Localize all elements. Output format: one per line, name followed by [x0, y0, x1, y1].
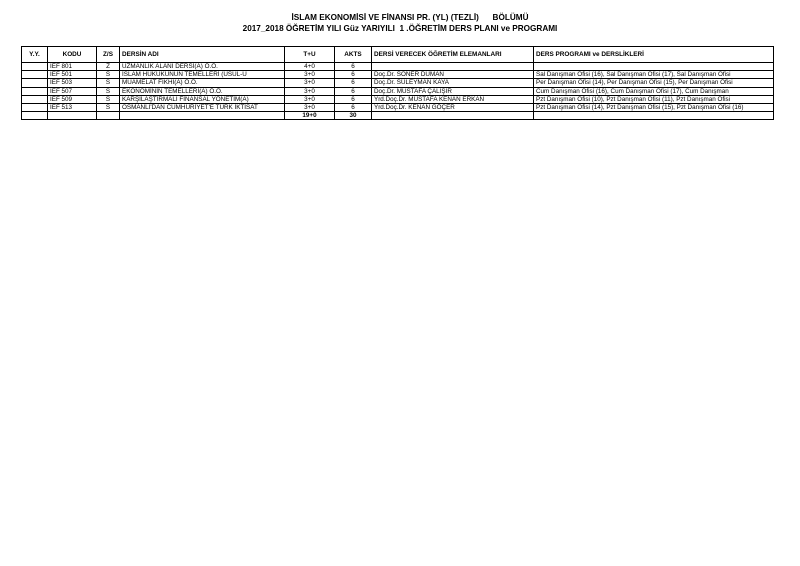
table-row — [22, 87, 774, 95]
total-tu: 19+0 — [285, 112, 335, 120]
col-header-ogretim-elemani: DERSİ VERECEK ÖĞRETİM ELEMANLARI — [372, 47, 534, 63]
cell-akts: 6 — [335, 95, 372, 103]
cell-empty — [97, 112, 120, 120]
cell-kodu: IEF 509 — [48, 95, 97, 103]
cell-ogretim-elemani: Yrd.Doç.Dr. MUSTAFA KENAN ERKAN — [372, 95, 534, 103]
cell-kodu: IEF 801 — [48, 63, 97, 71]
cell-ders-adi: KARŞILAŞTIRMALI FİNANSAL YÖNETİM(A) — [120, 95, 285, 103]
cell-program — [534, 63, 774, 71]
col-header-zs: Z/S — [97, 47, 120, 63]
cell-kodu: IEF 507 — [48, 87, 97, 95]
cell-ders-adi: OSMANLI'DAN CUMHURİYET'E TÜRK İKTİSAT — [120, 103, 285, 111]
cell-tu: 3+0 — [285, 71, 335, 79]
col-header-akts: AKTS — [335, 47, 372, 63]
cell-tu: 3+0 — [285, 95, 335, 103]
cell-zs: S — [97, 71, 120, 79]
cell-empty — [534, 112, 774, 120]
cell-empty — [22, 112, 48, 120]
cell-akts: 6 — [335, 71, 372, 79]
table-row — [22, 63, 774, 71]
col-header-tu: T+U — [285, 47, 335, 63]
cell-ogretim-elemani — [372, 63, 534, 71]
col-header-ders-adi: DERSİN ADI — [120, 47, 285, 63]
col-header-kodu: KODU — [48, 47, 97, 63]
cell-ders-adi: UZMANLIK ALANI DERSİ(A) Ö.Ö. — [120, 63, 285, 71]
cell-yy — [22, 87, 48, 95]
col-header-yy: Y.Y. — [22, 47, 48, 63]
cell-tu: 3+0 — [285, 103, 335, 111]
cell-ders-adi: MUAMELAT FIKHI(A) Ö.Ö. — [120, 79, 285, 87]
total-akts: 30 — [335, 112, 372, 120]
cell-empty — [120, 112, 285, 120]
cell-program: Cum Danışman Ofisi (16), Cum Danışman Ofisi (17), Cum Danışman — [534, 87, 774, 95]
cell-zs: S — [97, 79, 120, 87]
cell-empty — [372, 112, 534, 120]
cell-zs: Z — [97, 63, 120, 71]
cell-akts: 6 — [335, 79, 372, 87]
cell-akts: 6 — [335, 87, 372, 95]
cell-tu: 4+0 — [285, 63, 335, 71]
cell-kodu: IEF 501 — [48, 71, 97, 79]
table-row — [22, 79, 774, 87]
cell-program: Pzt Danışman Ofisi (14), Pzt Danışman Ofisi (15), Pzt Danışman Ofisi (16) — [534, 103, 774, 111]
cell-zs: S — [97, 95, 120, 103]
table-header-row — [22, 47, 774, 63]
totals-row — [22, 112, 774, 120]
cell-empty — [48, 112, 97, 120]
cell-ogretim-elemani: Doç.Dr. SONER DUMAN — [372, 71, 534, 79]
cell-akts: 6 — [335, 63, 372, 71]
cell-ogretim-elemani: Yrd.Doç.Dr. KENAN GÖÇER — [372, 103, 534, 111]
course-plan-table — [21, 46, 774, 120]
cell-kodu: IEF 513 — [48, 103, 97, 111]
cell-yy — [22, 79, 48, 87]
cell-yy — [22, 95, 48, 103]
cell-program: Sal Danışman Ofisi (16), Sal Danışman Ofisi (17), Sal Danışman Ofisi — [534, 71, 774, 79]
cell-ders-adi: EKONOMİNİN TEMELLERİ(A) Ö.Ö. — [120, 87, 285, 95]
cell-yy — [22, 71, 48, 79]
page-title: İSLAM EKONOMİSİ VE FİNANSI PR. (YL) (TEZLİ) BÖLÜMÜ — [291, 13, 529, 22]
cell-zs: S — [97, 103, 120, 111]
table-row — [22, 103, 774, 111]
cell-ogretim-elemani: Doç.Dr. SÜLEYMAN KAYA — [372, 79, 534, 87]
cell-tu: 3+0 — [285, 79, 335, 87]
cell-ders-adi: İSLAM HUKUKUNUN TEMELLERİ (USUL-U — [120, 71, 285, 79]
cell-kodu: IEF 503 — [48, 79, 97, 87]
table-row — [22, 71, 774, 79]
cell-yy — [22, 103, 48, 111]
cell-program: Per Danışman Ofisi (14), Per Danışman Ofisi (15), Per Danışman Ofisi — [534, 79, 774, 87]
col-header-program: DERS PROGRAMI ve DERSLİKLERİ — [534, 47, 774, 63]
cell-tu: 3+0 — [285, 87, 335, 95]
page-subtitle: 2017_2018 ÖĞRETİM YILI Güz YARIYILI 1 .ÖĞRETİM DERS PLANI ve PROGRAMI — [242, 24, 558, 33]
cell-ogretim-elemani: Doç.Dr. MUSTAFA ÇALIŞIR — [372, 87, 534, 95]
cell-zs: S — [97, 87, 120, 95]
cell-yy — [22, 63, 48, 71]
cell-akts: 6 — [335, 103, 372, 111]
table-row — [22, 95, 774, 103]
cell-program: Pzt Danışman Ofisi (10), Pzt Danışman Ofisi (11), Pzt Danışman Ofisi — [534, 95, 774, 103]
